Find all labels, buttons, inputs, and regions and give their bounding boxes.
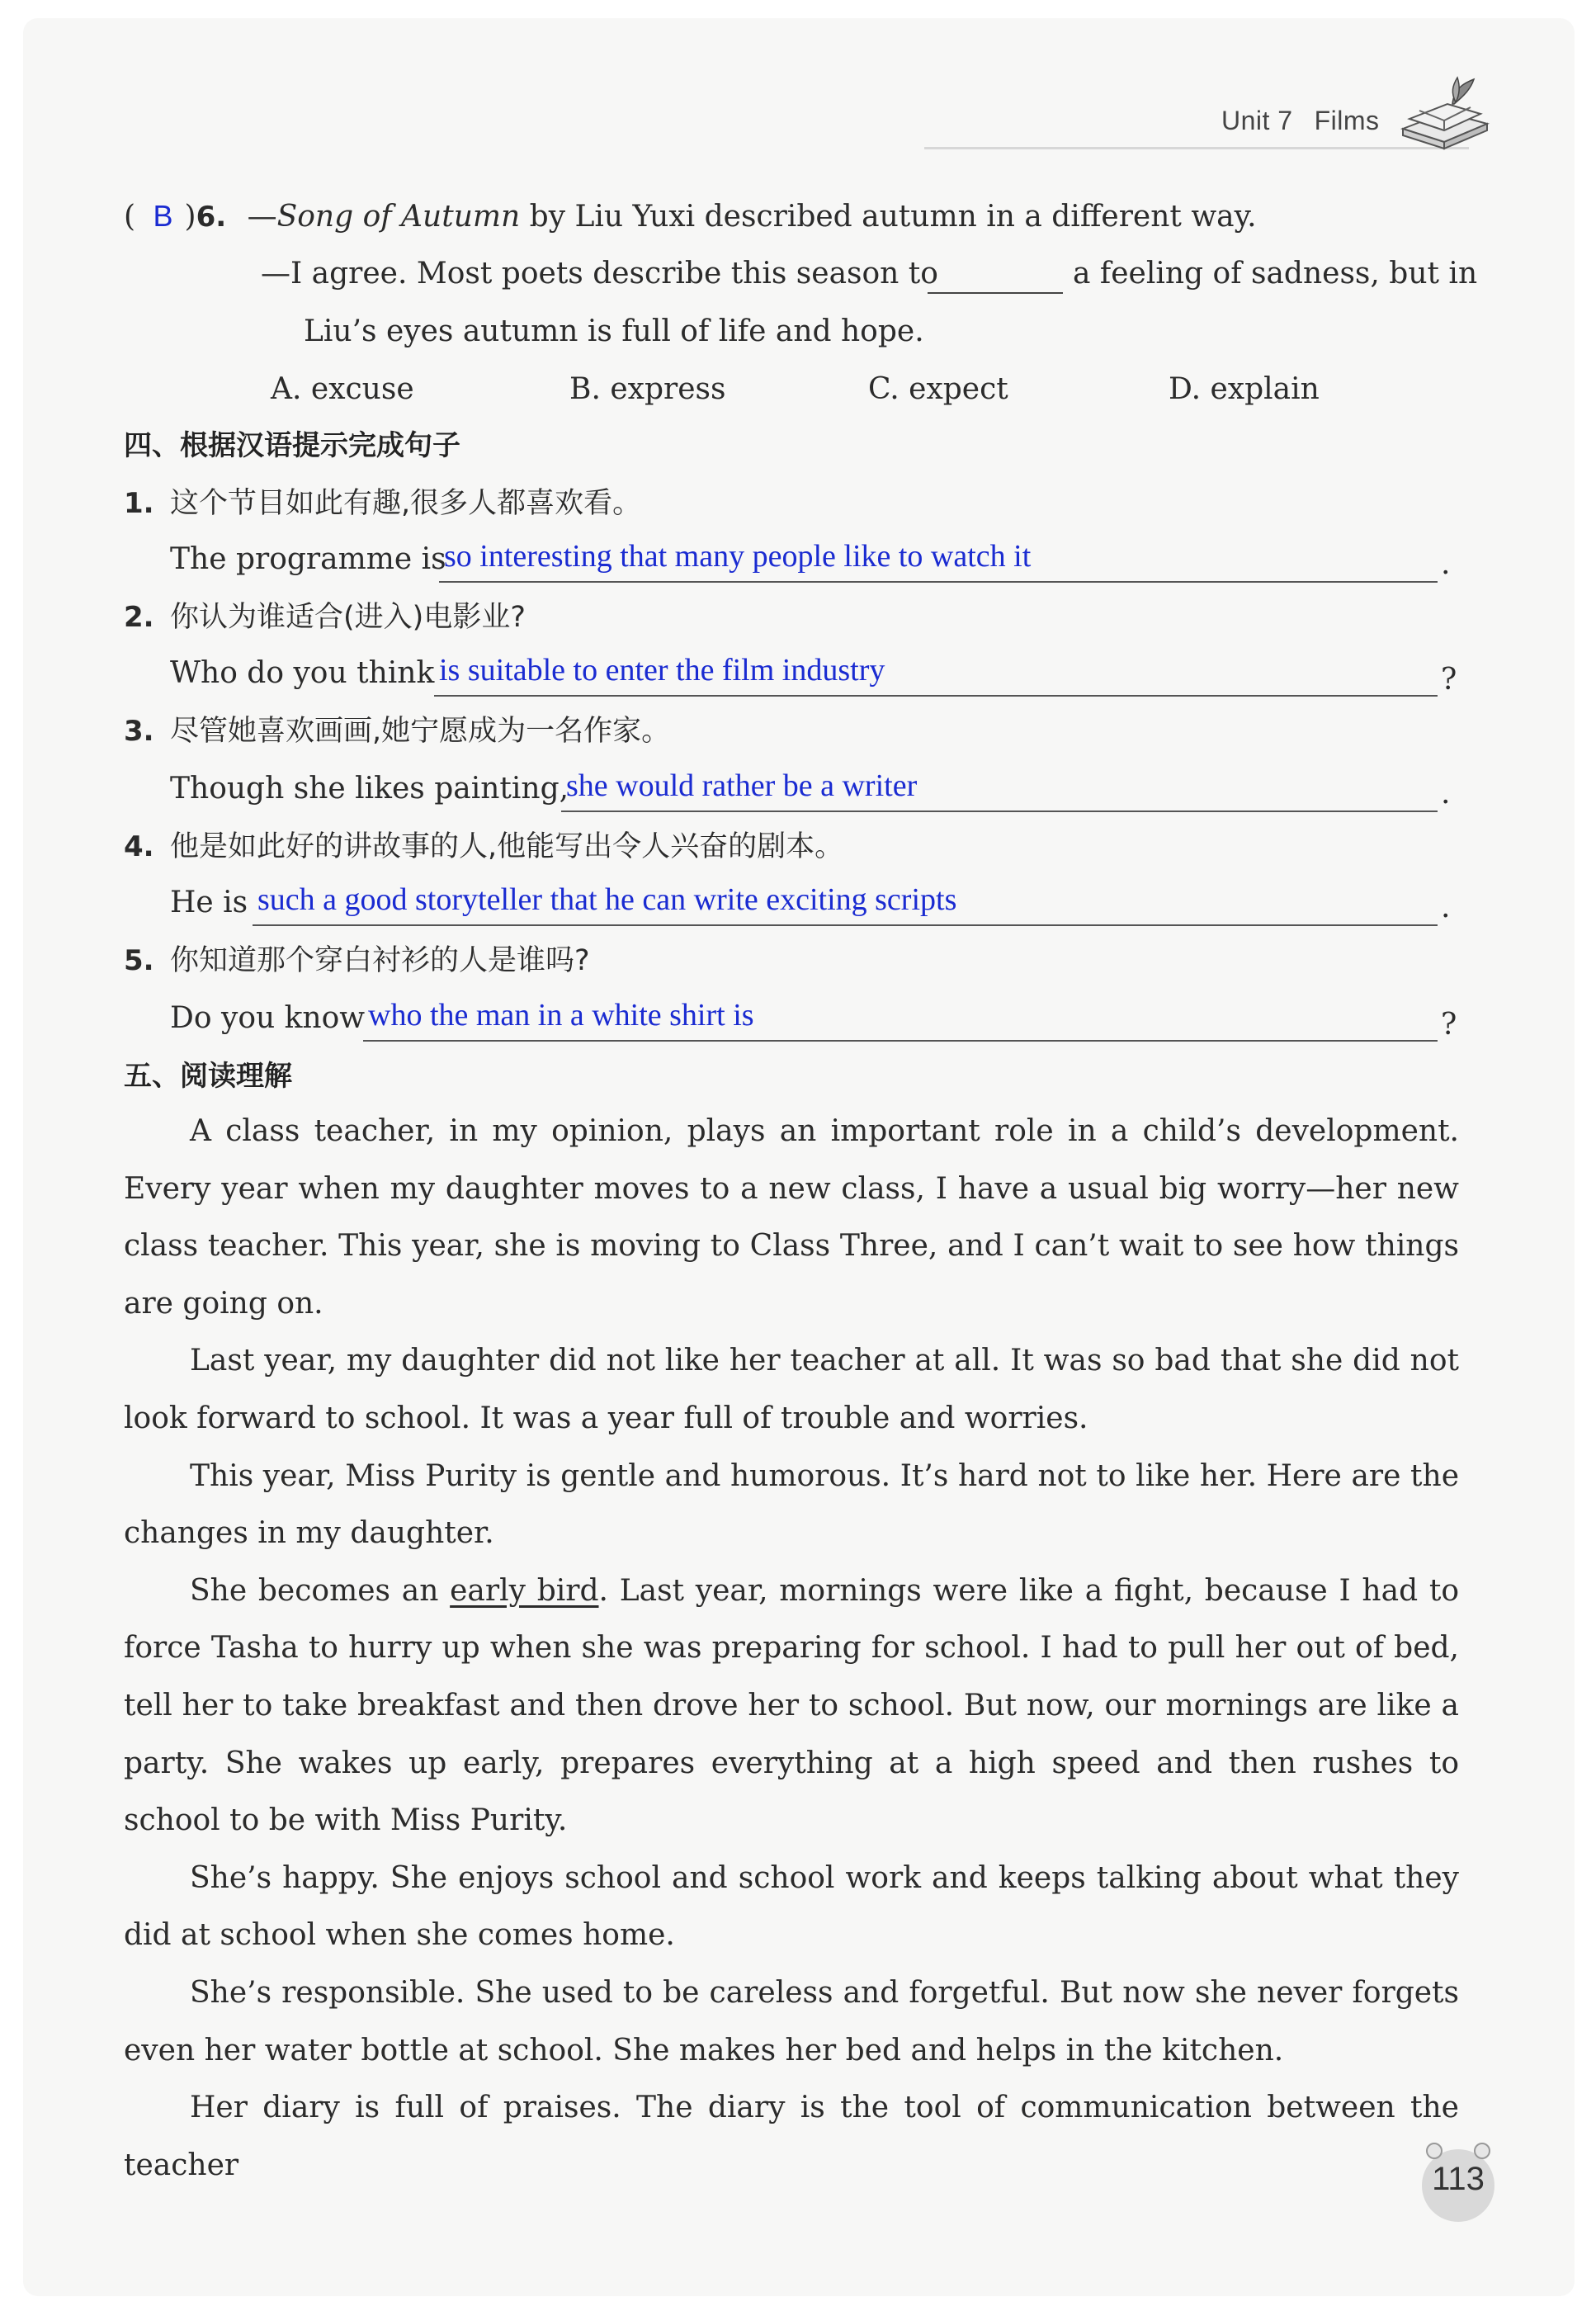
q6-blank[interactable] — [928, 292, 1063, 294]
s4-item-3-zh — [124, 713, 670, 749]
s4-item-1-zh — [124, 485, 641, 522]
s4-item-5-answer[interactable]: who the man in a white shirt is — [368, 998, 754, 1033]
s4-item-4-blank — [253, 924, 1438, 926]
unit-label: Unit 7 — [1221, 106, 1293, 135]
s4-item-3-blank — [561, 811, 1438, 812]
running-header — [1221, 106, 1380, 136]
q6-line2-b: a feeling of sadness, but in — [1073, 257, 1478, 291]
p4-rest: . Last year, mornings were like a fight, because I had to force Tasha to hurry up when she was preparing for school. I had to pull her out of bed, tell her to take breakfast and then drove her to school. But now, our mornings are like a party. She wakes up early, prepares everything at a high speed and then rushes to school to be with Miss Purity. — [124, 1573, 1460, 1838]
s4-item-5-chinese: 你知道那个穿白衬衫的人是谁吗? — [170, 944, 590, 977]
q6-option-a: A. excuse — [271, 372, 414, 406]
s4-item-2-end: ? — [1441, 663, 1457, 697]
s4-item-5-zh — [124, 943, 590, 979]
s4-item-4-zh — [124, 829, 843, 865]
page-number: 113 — [1432, 2161, 1485, 2197]
q6-line2 — [261, 256, 938, 292]
s4-item-2-num: 2. — [124, 601, 154, 634]
passage-paragraph-4 — [124, 1562, 1459, 1850]
s4-item-5-prefix: Do you know — [170, 1001, 366, 1035]
q6-line1: by Liu Yuxi described autumn in a different way. — [520, 200, 1257, 234]
s4-item-4-end: . — [1441, 891, 1451, 924]
s4-item-2-answer[interactable]: is suitable to enter the film industry — [439, 653, 885, 688]
s4-item-2-zh — [124, 599, 526, 636]
s4-item-4-answer[interactable]: such a good storyteller that he can write exciting scripts — [257, 882, 957, 917]
passage-paragraph-2: Last year, my daughter did not like her teacher at all. It was so bad that she did not look forward to school. It was a year full of trouble and worries. — [124, 1344, 1459, 1435]
q6-title: Song of Autumn — [276, 200, 521, 234]
s4-item-4-num: 4. — [124, 830, 154, 863]
unit-topic: Films — [1314, 106, 1380, 135]
header-rule — [924, 147, 1469, 149]
section-4-title: 四、根据汉语提示完成句子 — [124, 429, 460, 462]
q6-option-c: C. expect — [868, 372, 1008, 406]
s4-item-1-answer[interactable]: so interesting that many people like to watch it — [444, 539, 1032, 574]
s4-item-2-prefix: Who do you think — [170, 656, 435, 690]
early-bird-underlined: early bird — [450, 1573, 599, 1608]
books-icon — [1395, 71, 1494, 154]
q6-line2-a: —I agree. Most poets describe this season to — [261, 257, 938, 291]
s4-item-1-end: . — [1441, 547, 1451, 581]
reading-passage — [124, 1103, 1459, 2194]
s4-item-3-answer[interactable]: she would rather be a writer — [566, 768, 918, 803]
s4-item-2-blank — [434, 695, 1438, 697]
q6-option-b: B. express — [569, 372, 726, 406]
s4-item-1-chinese: 这个节目如此有趣,很多人都喜欢看。 — [170, 487, 642, 520]
passage-paragraph-3: This year, Miss Purity is gentle and humorous. It’s hard not to like her. Here are the changes in my daughter. — [124, 1458, 1459, 1551]
s4-item-1-prefix: The programme is — [170, 542, 446, 576]
answer-paren-close: ) — [184, 200, 196, 234]
s4-item-1-blank — [439, 581, 1438, 583]
answer-paren-open: ( — [124, 200, 136, 234]
passage-paragraph-5: She’s happy. She enjoys school and school work and keeps talking about what they did at school when she comes home. — [124, 1860, 1459, 1953]
q6-line3: Liu’s eyes autumn is full of life and hope. — [304, 314, 924, 348]
q6-option-d: D. explain — [1169, 372, 1320, 406]
passage-paragraph-6: She’s responsible. She used to be careless and forgetful. But now she never forgets even her water bottle at school. She makes her bed and helps in the kitchen. — [124, 1975, 1459, 2068]
passage-paragraph-1: A class teacher, in my opinion, plays an important role in a child’s development. Every year when my daughter moves to a new class, I have a usual big worry—her new class teacher. This year, she is moving to Class Three, and I can’t wait to see how things are going on. — [124, 1114, 1459, 1321]
p4-start: She becomes an — [190, 1573, 451, 1608]
question-6 — [124, 198, 1257, 235]
s4-item-3-chinese: 尽管她喜欢画画,她宁愿成为一名作家。 — [170, 715, 671, 748]
s4-item-3-end: . — [1441, 777, 1451, 811]
s4-item-1-num: 1. — [124, 487, 154, 520]
q6-number: 6. — [196, 201, 227, 234]
q6-dash: — — [247, 200, 277, 234]
passage-paragraph-7: Her diary is full of praises. The diary is the tool of communication between the teacher — [124, 2091, 1459, 2182]
s4-item-3-num: 3. — [124, 715, 154, 748]
s4-item-5-num: 5. — [124, 944, 154, 977]
s4-item-4-chinese: 他是如此好的讲故事的人,他能写出令人兴奋的剧本。 — [170, 830, 844, 863]
s4-item-4-prefix: He is — [170, 886, 248, 919]
s4-item-5-blank — [363, 1040, 1438, 1042]
q6-answer: B — [153, 199, 173, 233]
section-5-title: 五、阅读理解 — [124, 1060, 292, 1093]
s4-item-5-end: ? — [1441, 1008, 1457, 1042]
s4-item-2-chinese: 你认为谁适合(进入)电影业? — [170, 601, 526, 634]
s4-item-3-prefix: Though she likes painting, — [170, 772, 569, 806]
